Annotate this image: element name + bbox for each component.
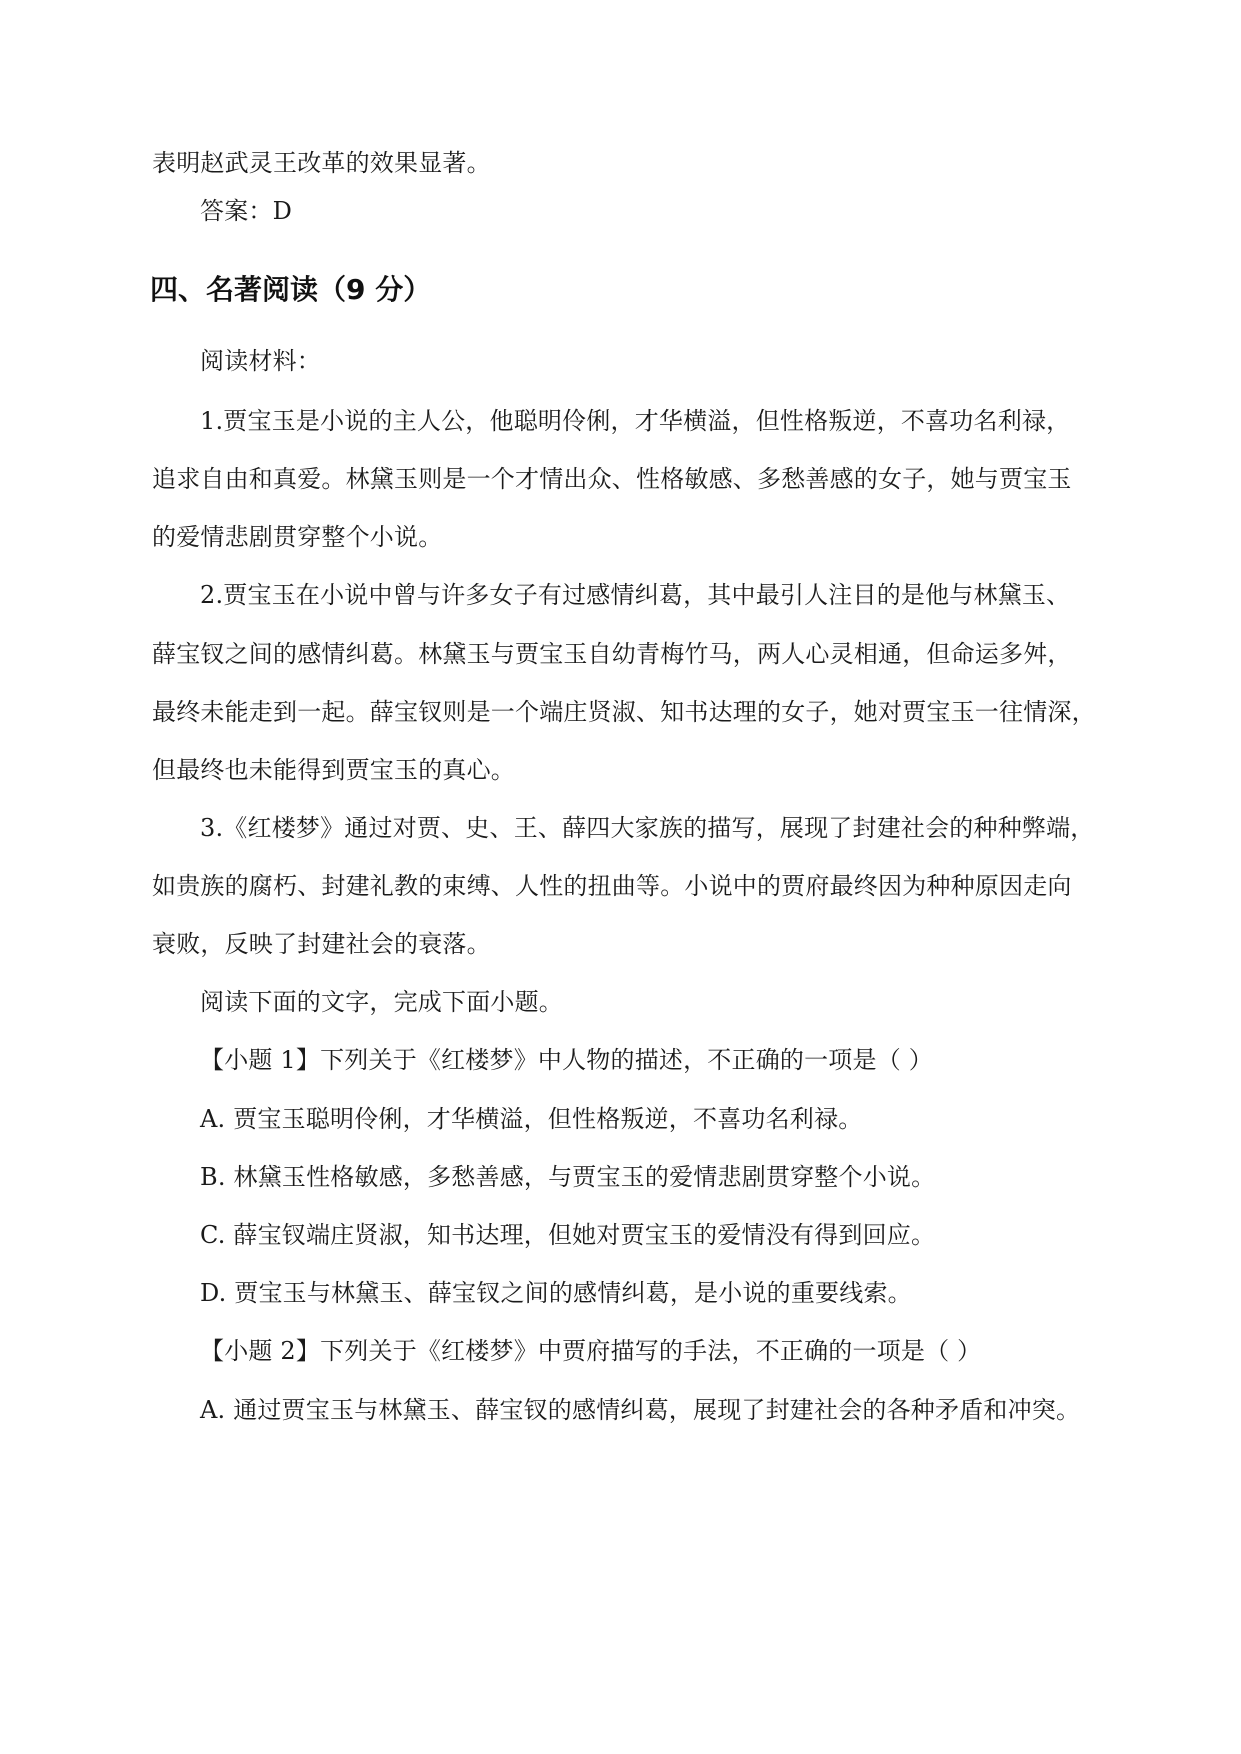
section-heading: 四、名著阅读（9 分） <box>150 273 432 306</box>
question-option: B. 林黛玉性格敏感，多愁善感，与贾宝玉的爱情悲剧贯穿整个小说。 <box>200 1163 936 1191</box>
paragraph-line: 如贵族的腐朽、封建礼教的束缚、人性的扭曲等。小说中的贾府最终因为种种原因走向 <box>152 872 1072 900</box>
question-option: A. 通过贾宝玉与林黛玉、薛宝钗的感情纠葛，展现了封建社会的各种矛盾和冲突。 <box>200 1396 1081 1424</box>
intro-tail-text: 表明赵武灵王改革的效果显著。 <box>152 149 491 177</box>
paragraph-line: 但最终也未能得到贾宝玉的真心。 <box>152 756 515 784</box>
paragraph-line: 2.贾宝玉在小说中曾与许多女子有过感情纠葛，其中最引人注目的是他与林黛玉、 <box>200 581 1071 609</box>
answer-text: 答案：D <box>200 197 293 225</box>
paragraph-line: 最终未能走到一起。薛宝钗则是一个端庄贤淑、知书达理的女子，她对贾宝玉一往情深， <box>152 698 1096 726</box>
question-option: D. 贾宝玉与林黛玉、薛宝钗之间的感情纠葛，是小说的重要线索。 <box>200 1279 912 1307</box>
question-option: A. 贾宝玉聪明伶俐，才华横溢，但性格叛逆，不喜功名利禄。 <box>200 1105 863 1133</box>
paragraph-line: 的爱情悲剧贯穿整个小说。 <box>152 523 443 551</box>
question-stem: 【小题 2】下列关于《红楼梦》中贾府描写的手法，不正确的一项是（ ） <box>200 1337 982 1365</box>
paragraph-line: 衰败，反映了封建社会的衰落。 <box>152 930 491 958</box>
paragraph-line: 薛宝钗之间的感情纠葛。林黛玉与贾宝玉自幼青梅竹马，两人心灵相通，但命运多舛， <box>152 640 1072 668</box>
paragraph-line: 追求自由和真爱。林黛玉则是一个才情出众、性格敏感、多愁善感的女子，她与贾宝玉 <box>152 465 1072 493</box>
paragraph-line: 1.贾宝玉是小说的主人公，他聪明伶俐，才华横溢，但性格叛逆，不喜功名利禄， <box>200 407 1071 435</box>
instruction-text: 阅读下面的文字，完成下面小题。 <box>200 988 563 1016</box>
paragraph-line: 3.《红楼梦》通过对贾、史、王、薛四大家族的描写，展现了封建社会的种种弊端， <box>200 814 1095 842</box>
material-label: 阅读材料： <box>200 347 321 375</box>
question-stem: 【小题 1】下列关于《红楼梦》中人物的描述，不正确的一项是（ ） <box>200 1046 933 1074</box>
question-option: C. 薛宝钗端庄贤淑，知书达理，但她对贾宝玉的爱情没有得到回应。 <box>200 1221 936 1249</box>
